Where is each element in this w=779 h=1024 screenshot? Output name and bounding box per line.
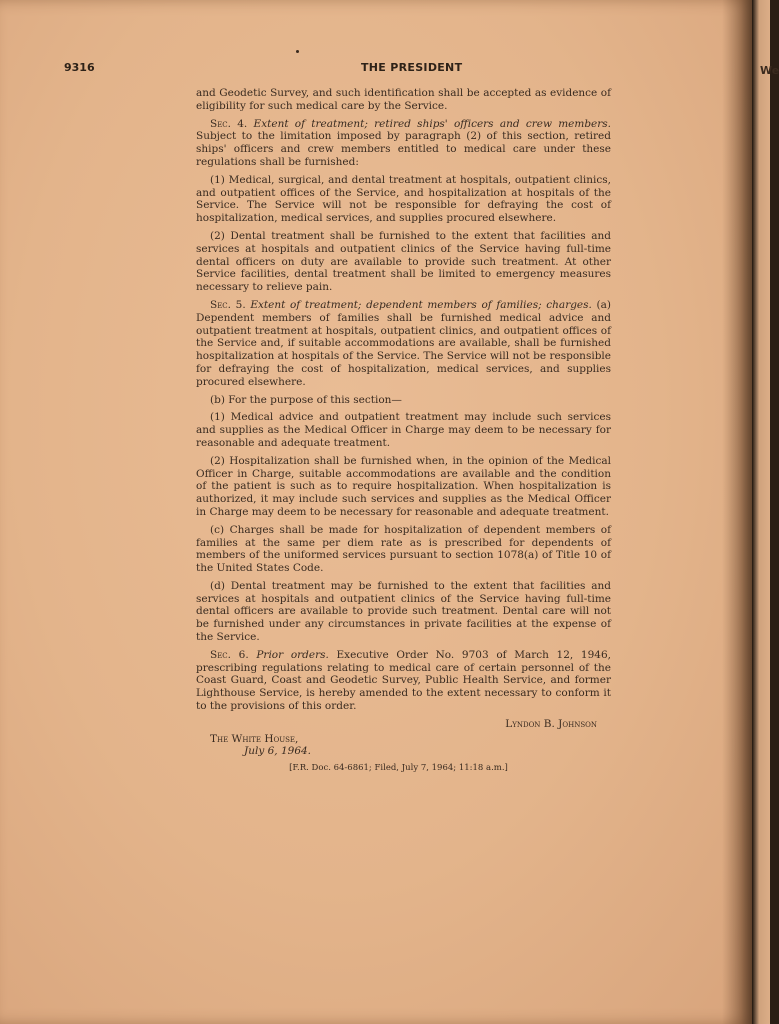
section-text: Subject to the limitation imposed by paragraph (2) of this section, retired ships' officers and crew members entitled to medical care under these regulations shall be furnished: [196, 130, 611, 168]
book-gutter [722, 0, 754, 1024]
page-header [0, 61, 752, 75]
page-number: 9316 [64, 61, 95, 74]
paragraph: (2) Dental treatment shall be furnished to the extent that facilities and services at hospitals and outpatient clinics of the Service having full-time dental officers on duty are available to provide such treatment. At other Service facilities, dental treatment shall be limited to emergency measures necessary to relieve pain. [196, 229, 611, 294]
closing-block [210, 733, 611, 759]
paragraph: (c) Charges shall be made for hospitalization of dependent members of families at the same per diem rate as is prescribed for dependents of members of the uniformed services pursuant to section 1078(a) of Title 10 of the United States Code. [196, 523, 611, 575]
paragraph: and Geodetic Survey, and such identification shall be accepted as evidence of eligibility for such medical care by the Service. [196, 87, 611, 112]
ink-speck [296, 50, 299, 53]
filing-note: [F.R. Doc. 64-6861; Filed, July 7, 1964; 11:18 a.m.] [289, 763, 508, 774]
section-label: Sec. 4. [210, 117, 248, 130]
section-heading: Extent of treatment; retired ships' officers and crew members. [253, 117, 611, 130]
section-text: (a) Dependent members of families shall be furnished medical advice and outpatient treatment at hospitals, outpatient clinics, and outpatient offices of the Service and, if suitable accommodations are available, shall be furnished hospitalization at hospitals of the Service. The Service will not be responsible for defraying the cost of hospitalization, medical services, and supplies procured elsewhere. [196, 298, 611, 388]
section-5 [196, 299, 611, 389]
signature: Lyndon B. Johnson [505, 717, 597, 730]
paragraph: (2) Hospitalization shall be furnished when, in the opinion of the Medical Officer in Charge, suitable accommodations are available and the condition of the patient is such as to require hospitalization. When hospitalization is authorized, it may include such services and supplies as the Medical Officer in Charge may deem to be necessary for reasonable and adequate treatment. [196, 454, 611, 518]
paragraph: (1) Medical advice and outpatient treatment may include such services and supplies as the Medical Officer in Charge may deem to be necessary for reasonable and adequate treatment. [196, 411, 611, 449]
running-title: THE PRESIDENT [361, 61, 463, 74]
document-body [196, 87, 611, 775]
section-heading: Prior orders. [256, 648, 329, 661]
closing-place: The White House, [210, 732, 299, 745]
section-text: Executive Order No. 9703 of March 12, 1946, prescribing regulations relating to medical care of certain personnel of the Coast Guard, Coast and Geodetic Survey, Public Health Service, and former Lighthouse Service, is hereby amended to the extent necessary to conform it to the provisions of this order. [196, 648, 611, 713]
paragraph: (b) For the purpose of this section— [210, 393, 402, 406]
section-heading: Extent of treatment; dependent members of families; charges. [250, 298, 592, 311]
section-label: Sec. 6. [210, 648, 249, 661]
paragraph: (d) Dental treatment may be furnished to the extent that facilities and services at hospitals and outpatient clinics of the Service having full-time dental officers are available to provide such treatment. Dental care will not be furnished under any circumstances in private facilities at the expense of the Service. [196, 579, 611, 644]
section-label: Sec. 5. [210, 298, 246, 311]
paragraph: (1) Medical, surgical, and dental treatment at hospitals, outpatient clinics, and outpatient offices of the Service, and hospitalization at hospitals of the Service. The Service will not be responsible for defraying the cost of hospitalization, medical services, and supplies procured elsewhere. [196, 173, 611, 225]
section-6 [196, 649, 611, 713]
section-4 [196, 118, 611, 169]
facing-page-edge [752, 0, 779, 1024]
closing-date: July 6, 1964. [244, 745, 312, 758]
facing-page-text: We [760, 64, 779, 77]
